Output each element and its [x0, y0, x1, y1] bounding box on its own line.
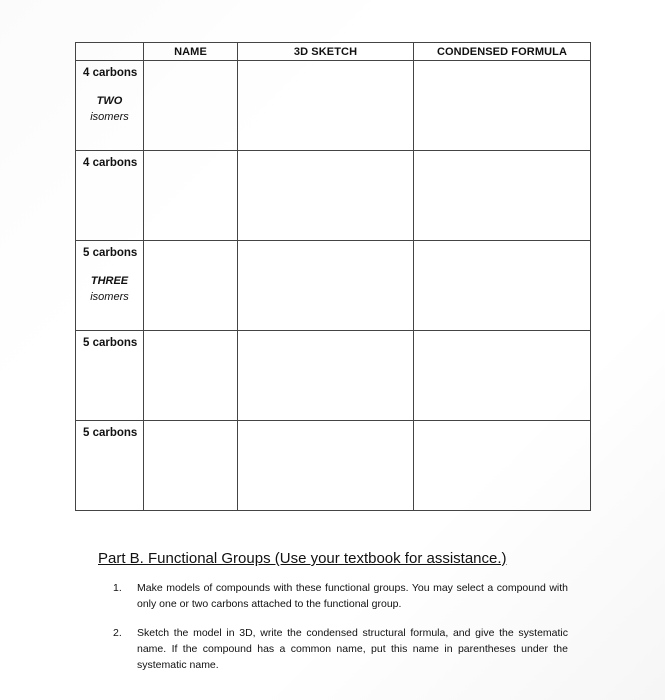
name-answer-cell[interactable] — [144, 421, 238, 511]
instruction-list — [113, 580, 568, 686]
carbon-count-label: 4 carbons — [83, 157, 138, 169]
isomer-note — [76, 273, 143, 305]
isomer-note-count: TWO — [96, 95, 123, 107]
formula-answer-cell[interactable] — [414, 241, 591, 331]
sketch-answer-cell[interactable] — [238, 241, 414, 331]
isomer-note — [76, 93, 143, 125]
isomer-note-word: isomers — [90, 111, 129, 123]
name-answer-cell[interactable] — [144, 151, 238, 241]
name-answer-cell[interactable] — [144, 61, 238, 151]
part-b-heading: Part B. Functional Groups (Use your textbook for assistance.) — [98, 550, 507, 567]
carbon-count-label: 4 carbons — [83, 67, 138, 79]
name-answer-cell[interactable] — [144, 241, 238, 331]
row-label-cell — [76, 241, 144, 331]
item-text: Sketch the model in 3D, write the condensed structural formula, and give the systematic name. If the compound has a common name, put this name in parentheses under the systematic name. — [137, 627, 568, 671]
formula-answer-cell[interactable] — [414, 331, 591, 421]
name-answer-cell[interactable] — [144, 331, 238, 421]
row-label-cell — [76, 151, 144, 241]
row-label-cell — [76, 331, 144, 421]
table-row — [76, 331, 591, 421]
sketch-answer-cell[interactable] — [238, 61, 414, 151]
header-name: NAME — [144, 43, 238, 61]
table-row — [76, 241, 591, 331]
header-blank — [76, 43, 144, 61]
list-item — [113, 625, 568, 673]
sketch-answer-cell[interactable] — [238, 331, 414, 421]
table-header-row — [76, 43, 591, 61]
table-row — [76, 151, 591, 241]
carbon-count-label: 5 carbons — [83, 337, 138, 349]
isomer-note-word: isomers — [90, 291, 129, 303]
table-row — [76, 61, 591, 151]
item-number: 2. — [113, 627, 122, 639]
list-item — [113, 580, 568, 612]
row-label-cell — [76, 61, 144, 151]
header-condensed-formula: CONDENSED FORMULA — [414, 43, 591, 61]
isomer-table — [75, 42, 591, 511]
item-number: 1. — [113, 582, 122, 594]
sketch-answer-cell[interactable] — [238, 151, 414, 241]
item-text: Make models of compounds with these functional groups. You may select a compound with only one or two carbons attached to the functional group. — [137, 582, 568, 610]
carbon-count-label: 5 carbons — [83, 247, 138, 259]
carbon-count-label: 5 carbons — [83, 427, 138, 439]
isomer-note-count: THREE — [90, 275, 129, 287]
row-label-cell — [76, 421, 144, 511]
table-row — [76, 421, 591, 511]
formula-answer-cell[interactable] — [414, 151, 591, 241]
sketch-answer-cell[interactable] — [238, 421, 414, 511]
formula-answer-cell[interactable] — [414, 421, 591, 511]
header-3d-sketch: 3D SKETCH — [238, 43, 414, 61]
formula-answer-cell[interactable] — [414, 61, 591, 151]
